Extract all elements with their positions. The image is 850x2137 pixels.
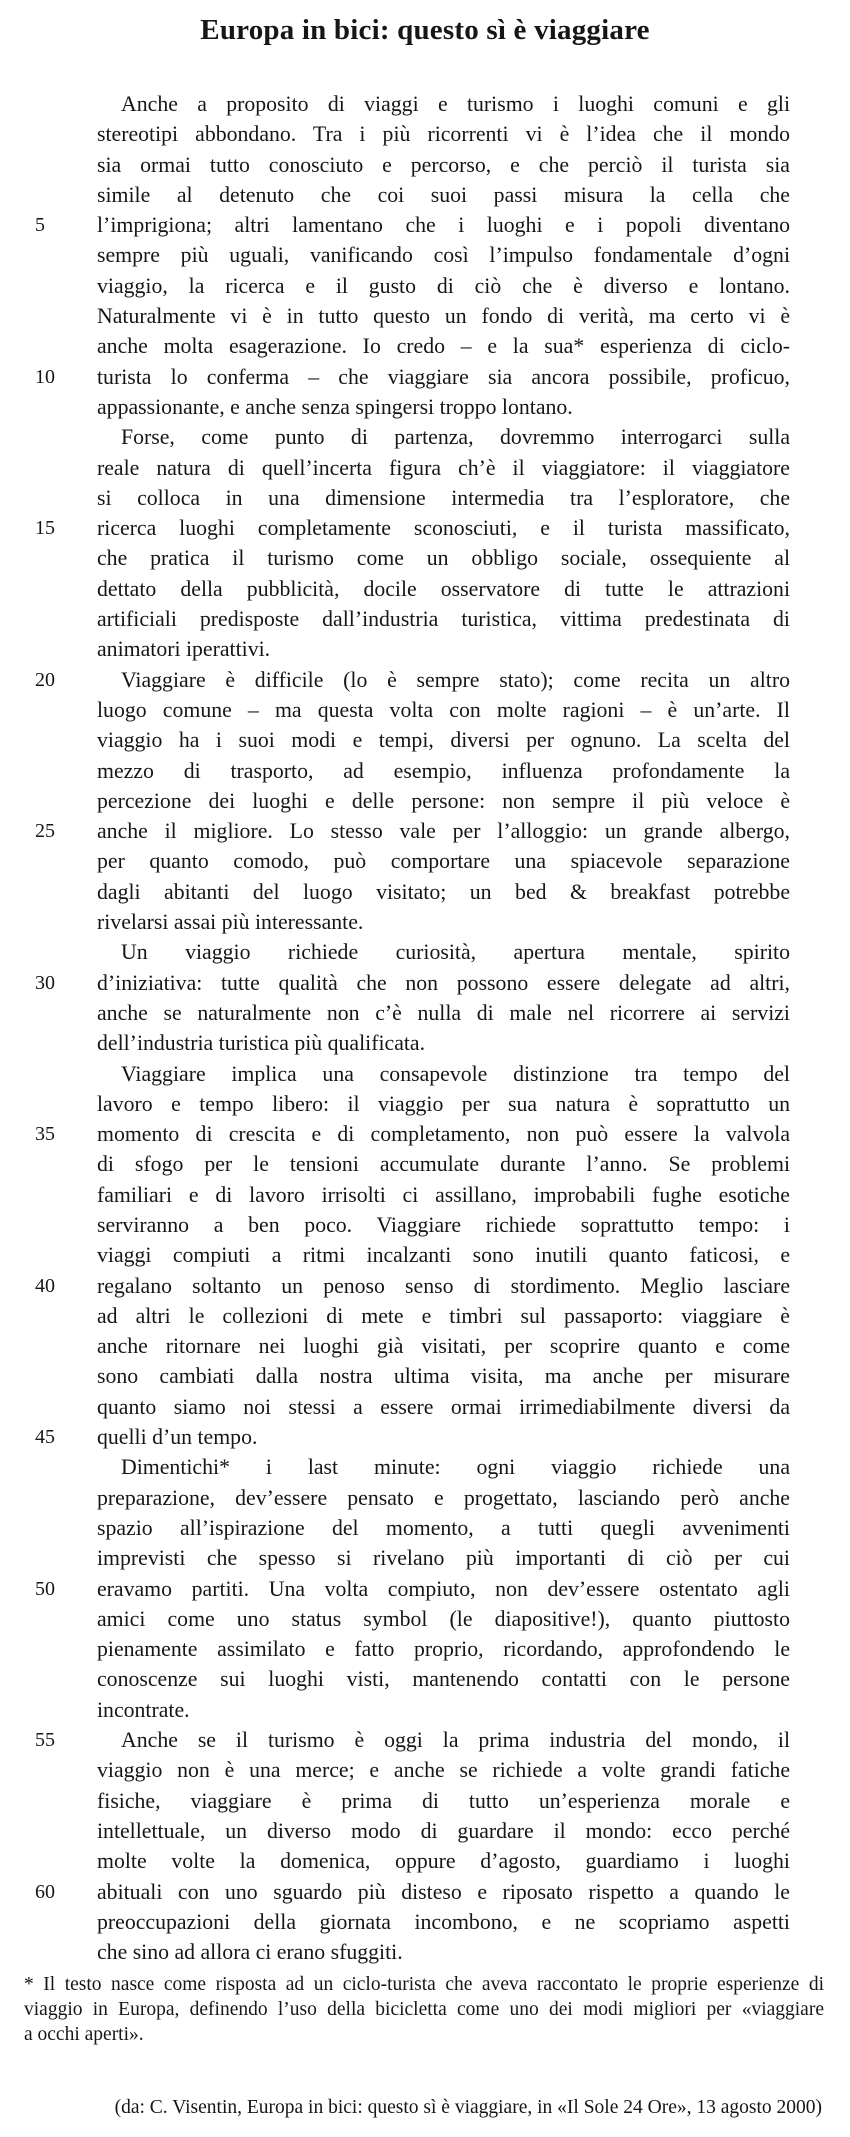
text-line bbox=[97, 877, 790, 907]
text-line bbox=[97, 1180, 790, 1210]
line-text: anche il migliore. Lo stesso vale per l’alloggio: un grande albergo, bbox=[97, 819, 790, 844]
text-line bbox=[97, 1089, 790, 1119]
text-line bbox=[35, 1725, 790, 1755]
line-text: luogo comune – ma questa volta con molte ragioni – è un’arte. Il bbox=[97, 697, 790, 722]
line-text: dell’industria turistica più qualificata. bbox=[97, 1031, 426, 1056]
line-text: Forse, come punto di partenza, dovremmo interrogarci sulla bbox=[121, 425, 790, 450]
text-line bbox=[35, 513, 790, 543]
line-text: artificiali predisposte dall’industria turistica, vittima predestinata di bbox=[97, 607, 790, 632]
text-line bbox=[97, 846, 790, 876]
line-text: che sino ad allora ci erano sfuggiti. bbox=[97, 1940, 403, 1965]
text-line bbox=[35, 1271, 790, 1301]
line-text: eravamo partiti. Una volta compiuto, non dev’essere ostentato agli bbox=[97, 1576, 790, 1601]
line-text: percezione dei luoghi e delle persone: non sempre il più veloce è bbox=[97, 788, 790, 813]
line-text: momento di crescita e di completamento, non può essere la valvola bbox=[97, 1122, 790, 1147]
text-line bbox=[97, 574, 790, 604]
line-text: animatori iperattivi. bbox=[97, 637, 271, 662]
text-line bbox=[97, 1664, 790, 1694]
line-text: Dimentichi* i last minute: ogni viaggio richiede una bbox=[121, 1455, 790, 1480]
line-text: sia ormai tutto conosciuto e percorso, e che perciò il turista sia bbox=[97, 152, 790, 177]
page-title: Europa in bici: questo sì è viaggiare bbox=[200, 14, 650, 46]
line-text: ad altri le collezioni di mete e timbri sul passaporto: viaggiare è bbox=[97, 1303, 790, 1328]
text-line bbox=[97, 119, 790, 149]
text-line bbox=[97, 604, 790, 634]
line-text: appassionante, e anche senza spingersi troppo lontano. bbox=[97, 394, 573, 419]
text-line bbox=[97, 1392, 790, 1422]
text-line bbox=[97, 1210, 790, 1240]
line-text: Viaggiare implica una consapevole distinzione tra tempo del bbox=[121, 1061, 790, 1086]
line-text: di sfogo per le tensioni accumulate durante l’anno. Se problemi bbox=[97, 1152, 790, 1177]
line-text: imprevisti che spesso si rivelano più importanti di ciò per cui bbox=[97, 1546, 790, 1571]
line-text: che pratica il turismo come un obbligo sociale, ossequiente al bbox=[97, 546, 790, 571]
line-number: 20 bbox=[35, 668, 55, 691]
line-text: viaggio ha i suoi modi e tempi, diversi per ognuno. La scelta del bbox=[97, 728, 790, 753]
text-line bbox=[97, 1755, 790, 1785]
text-line bbox=[97, 1361, 790, 1391]
line-text: anche molta esagerazione. Io credo – e la sua* esperienza di ciclo- bbox=[97, 334, 790, 359]
text-line bbox=[97, 937, 790, 967]
text-line bbox=[97, 180, 790, 210]
text-line bbox=[97, 1604, 790, 1634]
footnote-line: * Il testo nasce come risposta ad un ciclo-turista che aveva raccontato le proprie esperienze di bbox=[24, 1974, 824, 1995]
line-text: l’imprigiona; altri lamentano che i luoghi e i popoli diventano bbox=[97, 213, 790, 238]
footnote-line: viaggio in Europa, definendo l’uso della bicicletta come uno dei modi migliori per «viaggiare bbox=[24, 1999, 824, 2020]
text-line bbox=[35, 362, 790, 392]
text-line bbox=[97, 1331, 790, 1361]
line-text: Anche se il turismo è oggi la prima industria del mondo, il bbox=[121, 1728, 790, 1753]
line-text: per quanto comodo, può comportare una spiacevole separazione bbox=[97, 849, 790, 874]
line-number: 35 bbox=[35, 1123, 55, 1146]
line-text: intellettuale, un diverso modo di guardare il mondo: ecco perché bbox=[97, 1818, 790, 1843]
text-line bbox=[97, 1816, 790, 1846]
line-text: familiari e di lavoro irrisolti ci assillano, improbabili fughe esotiche bbox=[97, 1182, 790, 1207]
line-text: dagli abitanti del luogo visitato; un bed & breakfast potrebbe bbox=[97, 879, 790, 904]
line-text: ricerca luoghi completamente sconosciuti, e il turista massificato, bbox=[97, 516, 790, 541]
text-line bbox=[97, 1240, 790, 1270]
text-line bbox=[97, 998, 790, 1028]
text-line bbox=[97, 483, 790, 513]
article-body bbox=[35, 89, 790, 1967]
line-text: preparazione, dev’essere pensato e progettato, lasciando però anche bbox=[97, 1485, 790, 1510]
line-text: serviranno a ben poco. Viaggiare richiede soprattutto tempo: i bbox=[97, 1212, 790, 1237]
text-line bbox=[97, 240, 790, 270]
line-number: 40 bbox=[35, 1274, 55, 1297]
text-line bbox=[35, 1877, 790, 1907]
line-text: mezzo di trasporto, ad esempio, influenza profondamente la bbox=[97, 758, 790, 783]
text-line bbox=[97, 725, 790, 755]
text-line bbox=[97, 543, 790, 573]
line-text: Viaggiare è difficile (lo è sempre stato); come recita un altro bbox=[121, 667, 790, 692]
line-number: 15 bbox=[35, 517, 55, 540]
line-number: 55 bbox=[35, 1729, 55, 1752]
line-text: simile al detenuto che coi suoi passi misura la cella che bbox=[97, 182, 790, 207]
line-text: preoccupazioni della giornata incombono, e ne scopriamo aspetti bbox=[97, 1909, 790, 1934]
line-text: conoscenze sui luoghi visti, mantenendo contatti con le persone bbox=[97, 1667, 790, 1692]
line-text: sempre più uguali, vanificando così l’impulso fondamentale d’ogni bbox=[97, 243, 790, 268]
line-text: anche ritornare nei luoghi già visitati, per scoprire quanto e come bbox=[97, 1334, 790, 1359]
footnote bbox=[24, 1972, 824, 2047]
line-text: Naturalmente vi è in tutto questo un fondo di verità, ma certo vi è bbox=[97, 304, 790, 329]
line-text: dettato della pubblicità, docile osservatore di tutte le attrazioni bbox=[97, 576, 790, 601]
line-text: si colloca in una dimensione intermedia tra l’esploratore, che bbox=[97, 485, 790, 510]
line-text: rivelarsi assai più interessante. bbox=[97, 910, 364, 935]
line-text: d’iniziativa: tutte qualità che non possono essere delegate ad altri, bbox=[97, 970, 790, 995]
text-line bbox=[35, 210, 790, 240]
line-text: molte volte la domenica, oppure d’agosto, guardiamo i luoghi bbox=[97, 1849, 790, 1874]
text-line bbox=[97, 1846, 790, 1876]
text-line bbox=[97, 89, 790, 119]
line-number: 30 bbox=[35, 971, 55, 994]
line-number: 25 bbox=[35, 820, 55, 843]
text-line bbox=[97, 301, 790, 331]
text-line bbox=[97, 1543, 790, 1573]
line-text: incontrate. bbox=[97, 1697, 190, 1722]
line-text: viaggio, la ricerca e il gusto di ciò che è diverso e lontano. bbox=[97, 273, 790, 298]
text-line bbox=[97, 1695, 790, 1725]
text-line bbox=[97, 1513, 790, 1543]
text-line bbox=[97, 150, 790, 180]
line-text: amici come uno status symbol (le diapositive!), quanto piuttosto bbox=[97, 1606, 790, 1631]
text-line bbox=[97, 634, 790, 664]
line-text: quelli d’un tempo. bbox=[97, 1425, 258, 1450]
line-text: fisiche, viaggiare è prima di tutto un’esperienza morale e bbox=[97, 1788, 790, 1813]
text-line bbox=[35, 1119, 790, 1149]
text-line bbox=[97, 422, 790, 452]
text-line bbox=[35, 1574, 790, 1604]
text-line bbox=[97, 1483, 790, 1513]
line-number: 60 bbox=[35, 1880, 55, 1903]
line-text: reale natura di quell’incerta figura ch’è il viaggiatore: il viaggiatore bbox=[97, 455, 790, 480]
text-line bbox=[35, 968, 790, 998]
line-number: 50 bbox=[35, 1577, 55, 1600]
text-line bbox=[97, 1149, 790, 1179]
text-line bbox=[97, 1907, 790, 1937]
text-line bbox=[97, 453, 790, 483]
text-line bbox=[97, 907, 790, 937]
text-line bbox=[97, 1786, 790, 1816]
text-line bbox=[35, 1422, 790, 1452]
text-line bbox=[97, 786, 790, 816]
line-text: turista lo conferma – che viaggiare sia ancora possibile, proficuo, bbox=[97, 364, 790, 389]
line-text: viaggio non è una merce; e anche se richiede a volte grandi fatiche bbox=[97, 1758, 790, 1783]
footnote-line: a occhi aperti». bbox=[24, 2024, 144, 2045]
text-line bbox=[35, 665, 790, 695]
line-text: stereotipi abbondano. Tra i più ricorrenti vi è l’idea che il mondo bbox=[97, 122, 790, 147]
text-line bbox=[97, 1028, 790, 1058]
text-line bbox=[97, 331, 790, 361]
text-line bbox=[35, 816, 790, 846]
text-line bbox=[97, 1059, 790, 1089]
line-number: 45 bbox=[35, 1426, 55, 1449]
text-line bbox=[97, 695, 790, 725]
line-text: quanto siamo noi stessi a essere ormai irrimediabilmente diversi da bbox=[97, 1394, 790, 1419]
text-line bbox=[97, 1937, 790, 1967]
text-line bbox=[97, 1301, 790, 1331]
line-text: pienamente assimilato e fatto proprio, ricordando, approfondendo le bbox=[97, 1637, 790, 1662]
line-text: Un viaggio richiede curiosità, apertura mentale, spirito bbox=[121, 940, 790, 965]
line-text: anche se naturalmente non c’è nulla di male nel ricorrere ai servizi bbox=[97, 1000, 790, 1025]
text-line bbox=[97, 392, 790, 422]
line-number: 5 bbox=[35, 214, 45, 237]
line-text: lavoro e tempo libero: il viaggio per sua natura è soprattutto un bbox=[97, 1091, 790, 1116]
text-line bbox=[97, 1634, 790, 1664]
line-text: spazio all’ispirazione del momento, a tutti quegli avvenimenti bbox=[97, 1515, 790, 1540]
text-line bbox=[97, 1452, 790, 1482]
line-text: abituali con uno sguardo più disteso e riposato rispetto a quando le bbox=[97, 1879, 790, 1904]
line-text: sono cambiati dalla nostra ultima visita, ma anche per misurare bbox=[97, 1364, 790, 1389]
source-citation: (da: C. Visentin, Europa in bici: questo sì è viaggiare, in «Il Sole 24 Ore», 13 agosto 2000) bbox=[114, 2097, 822, 2118]
text-line bbox=[97, 271, 790, 301]
line-text: viaggi compiuti a ritmi incalzanti sono inutili quanto faticosi, e bbox=[97, 1243, 790, 1268]
text-line bbox=[97, 756, 790, 786]
line-number: 10 bbox=[35, 365, 55, 388]
line-text: regalano soltanto un penoso senso di stordimento. Meglio lasciare bbox=[97, 1273, 790, 1298]
line-text: Anche a proposito di viaggi e turismo i luoghi comuni e gli bbox=[121, 92, 790, 116]
